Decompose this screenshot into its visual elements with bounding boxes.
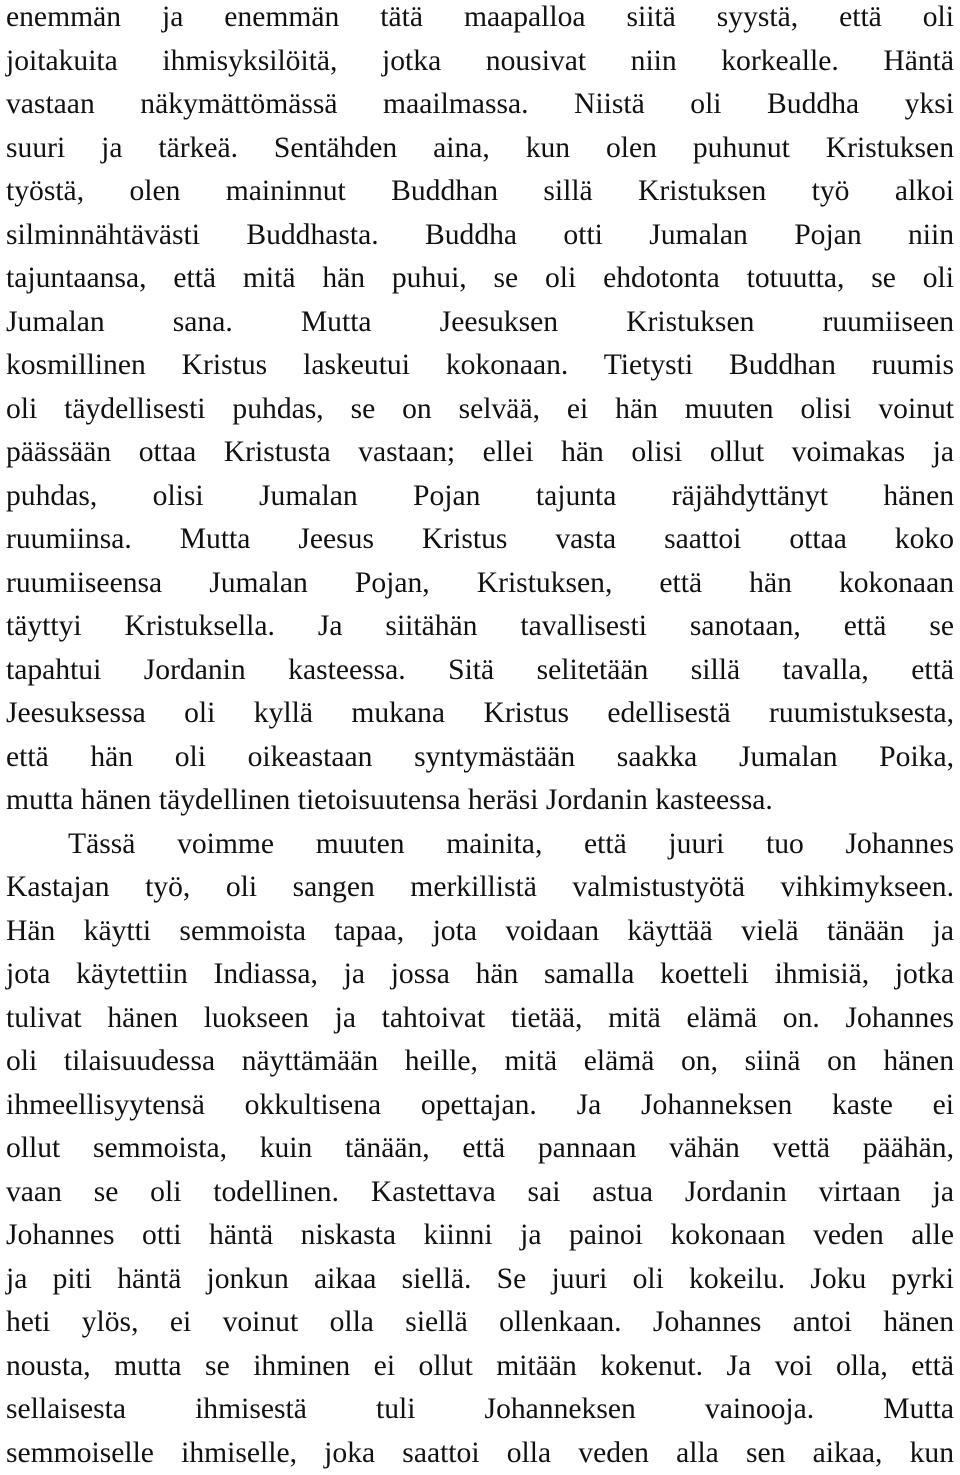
- text-line: tajuntaansa, että mitä hän puhui, se oli ehdotonta totuutta, se oli: [6, 257, 954, 301]
- text-line: silminnähtävästi Buddhasta. Buddha otti Jumalan Pojan niin: [6, 214, 954, 258]
- text-line: Kastajan työ, oli sangen merkillistä valmistustyötä vihkimykseen.: [6, 866, 954, 910]
- text-line: Jeesuksessa oli kyllä mukana Kristus edellisestä ruumistuksesta,: [6, 692, 954, 736]
- text-line: ja piti häntä jonkun aikaa siellä. Se juuri oli kokeilu. Joku pyrki: [6, 1258, 954, 1302]
- text-line: mutta hänen täydellinen tietoisuutensa heräsi Jordanin kasteessa.: [6, 779, 954, 823]
- text-line: joitakuita ihmisyksilöitä, jotka nousivat niin korkealle. Häntä: [6, 40, 954, 84]
- text-line: oli täydellisesti puhdas, se on selvää, ei hän muuten olisi voinut: [6, 388, 954, 432]
- text-line: semmoiselle ihmiselle, joka saattoi olla veden alla sen aikaa, kun: [6, 1432, 954, 1475]
- text-line: että hän oli oikeastaan syntymästään saakka Jumalan Poika,: [6, 736, 954, 780]
- text-line: kosmillinen Kristus laskeutui kokonaan. Tietysti Buddhan ruumis: [6, 344, 954, 388]
- text-line: vastaan näkymättömässä maailmassa. Niistä oli Buddha yksi: [6, 83, 954, 127]
- text-line: oli tilaisuudessa näyttämään heille, mitä elämä on, siinä on hänen: [6, 1040, 954, 1084]
- text-line: Tässä voimme muuten mainita, että juuri tuo Johannes: [6, 823, 954, 867]
- text-line: heti ylös, ei voinut olla siellä ollenkaan. Johannes antoi hänen: [6, 1301, 954, 1345]
- text-line: tapahtui Jordanin kasteessa. Sitä selitetään sillä tavalla, että: [6, 649, 954, 693]
- document-page: [6, 0, 954, 1475]
- text-line: nousta, mutta se ihminen ei ollut mitään kokenut. Ja voi olla, että: [6, 1345, 954, 1389]
- text-line: täyttyi Kristuksella. Ja siitähän tavallisesti sanotaan, että se: [6, 605, 954, 649]
- paragraph: [6, 823, 954, 1475]
- text-line: päässään ottaa Kristusta vastaan; ellei hän olisi ollut voimakas ja: [6, 431, 954, 475]
- text-line: tulivat hänen luokseen ja tahtoivat tietää, mitä elämä on. Johannes: [6, 997, 954, 1041]
- text-line: työstä, olen maininnut Buddhan sillä Kristuksen työ alkoi: [6, 170, 954, 214]
- text-line: ruumiiseensa Jumalan Pojan, Kristuksen, että hän kokonaan: [6, 562, 954, 606]
- text-line: Johannes otti häntä niskasta kiinni ja painoi kokonaan veden alle: [6, 1214, 954, 1258]
- text-line: suuri ja tärkeä. Sentähden aina, kun olen puhunut Kristuksen: [6, 127, 954, 171]
- text-line: Jumalan sana. Mutta Jeesuksen Kristuksen ruumiiseen: [6, 301, 954, 345]
- text-line: ruumiinsa. Mutta Jeesus Kristus vasta saattoi ottaa koko: [6, 518, 954, 562]
- text-line: ihmeellisyytensä okkultisena opettajan. Ja Johanneksen kaste ei: [6, 1084, 954, 1128]
- text-line: sellaisesta ihmisestä tuli Johanneksen vainooja. Mutta: [6, 1388, 954, 1432]
- text-line: jota käytettiin Indiassa, ja jossa hän samalla koetteli ihmisiä, jotka: [6, 953, 954, 997]
- paragraph: [6, 0, 954, 823]
- text-line: puhdas, olisi Jumalan Pojan tajunta räjähdyttänyt hänen: [6, 475, 954, 519]
- text-line: ollut semmoista, kuin tänään, että pannaan vähän vettä päähän,: [6, 1127, 954, 1171]
- text-line: Hän käytti semmoista tapaa, jota voidaan käyttää vielä tänään ja: [6, 910, 954, 954]
- text-line: vaan se oli todellinen. Kastettava sai astua Jordanin virtaan ja: [6, 1171, 954, 1215]
- text-line: enemmän ja enemmän tätä maapalloa siitä syystä, että oli: [6, 0, 954, 40]
